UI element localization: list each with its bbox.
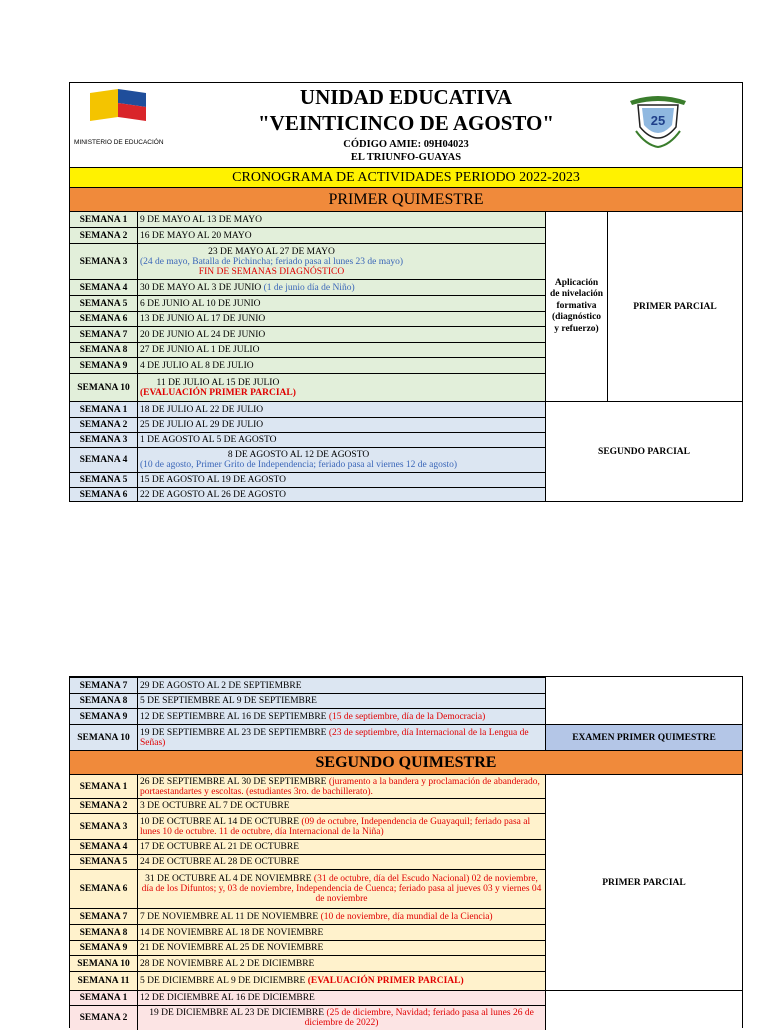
schedule-row <box>70 227 545 243</box>
schedule-title-text: CRONOGRAMA DE ACTIVIDADES PERIODO 2022-2023 <box>232 169 580 185</box>
date-range-text <box>140 777 543 797</box>
date-range-cell <box>138 840 301 854</box>
q2-title-text: SEGUNDO QUIMESTRE <box>315 753 497 771</box>
date-range: 1 DE AGOSTO AL 5 DE AGOSTO <box>140 435 277 445</box>
date-range: 25 DE JULIO AL 29 DE JULIO <box>140 420 264 430</box>
week-label: SEMANA 8 <box>70 343 138 357</box>
q2-primer-parcial-cell <box>545 774 742 990</box>
q2-p2-rows <box>70 990 545 1030</box>
week-label: SEMANA 8 <box>70 925 138 940</box>
schedule-row <box>70 417 545 432</box>
date-range: 19 DE SEPTIEMBRE AL 23 DE SEPTIEMBRE <box>140 727 329 738</box>
date-range-cell <box>138 972 466 990</box>
schedule-row <box>70 971 545 990</box>
date-note: (EVALUACIÓN PRIMER PARCIAL) <box>140 387 296 398</box>
date-range-cell <box>138 775 545 798</box>
schedule-sheet-1 <box>69 82 743 502</box>
week-label: SEMANA 5 <box>70 473 138 487</box>
week-label: SEMANA 3 <box>70 433 138 447</box>
week-label: SEMANA 10 <box>70 956 138 971</box>
date-range-text <box>140 874 543 904</box>
schedule-row <box>70 813 545 839</box>
schedule-row <box>70 955 545 971</box>
date-range-cell <box>138 694 319 708</box>
date-range: 20 DE JUNIO AL 24 DE JUNIO <box>140 329 266 340</box>
date-range-cell <box>138 402 265 417</box>
date-range-cell <box>138 1006 545 1030</box>
week-label: SEMANA 4 <box>70 840 138 854</box>
date-range: 5 DE SEPTIEMBRE AL 9 DE SEPTIEMBRE <box>140 696 317 706</box>
date-note: (10 de agosto, Primer Grito de Independencia; feriado pasa al viernes 12 de agosto) <box>140 460 458 470</box>
week-label: SEMANA 10 <box>70 725 138 750</box>
date-range: 28 DE NOVIEMBRE AL 2 DE DICIEMBRE <box>140 958 315 969</box>
date-range-cell <box>138 855 301 869</box>
date-range-cell <box>138 244 405 279</box>
week-label: SEMANA 1 <box>70 212 138 227</box>
q1-segundo-parcial-label: SEGUNDO PARCIAL <box>598 446 690 457</box>
nivelacion-text: Aplicación de nivelación formativa (diagnóstico y refuerzo) <box>549 277 604 334</box>
date-range: 6 DE JUNIO AL 10 DE JUNIO <box>140 298 261 309</box>
week-label: SEMANA 3 <box>70 814 138 839</box>
week-label: SEMANA 9 <box>70 358 138 373</box>
amie-code: CÓDIGO AMIE: 09H04023 <box>343 139 469 150</box>
date-note: (24 de mayo, Batalla de Pichincha; feriado pasa al lunes 23 de mayo) <box>140 256 404 267</box>
schedule-row <box>70 990 545 1005</box>
date-range-cell <box>138 799 292 813</box>
date-range: 17 DE OCTUBRE AL 21 DE OCTUBRE <box>140 842 300 852</box>
schedule-title <box>70 167 742 187</box>
date-range: 3 DE OCTUBRE AL 7 DE OCTUBRE <box>140 801 290 811</box>
schedule-row <box>70 940 545 955</box>
q1-title-text: PRIMER QUIMESTRE <box>328 190 484 208</box>
svg-text:25: 25 <box>650 113 666 128</box>
week-label: SEMANA 5 <box>70 855 138 869</box>
date-range: 13 DE JUNIO AL 17 DE JUNIO <box>140 314 266 324</box>
date-range-cell <box>138 448 459 472</box>
date-note: (EVALUACIÓN PRIMER PARCIAL) <box>307 976 464 986</box>
date-range: 14 DE NOVIEMBRE AL 18 DE NOVIEMBRE <box>140 927 324 938</box>
schedule-row <box>70 295 545 311</box>
schedule-row <box>70 839 545 854</box>
week-label: SEMANA 2 <box>70 799 138 813</box>
exam-label: EXAMEN PRIMER QUIMESTRE <box>572 732 716 743</box>
q2-p1-rows <box>70 774 545 990</box>
week-label: SEMANA 8 <box>70 694 138 708</box>
q2-title-band <box>70 750 742 774</box>
date-range-cell <box>138 814 545 839</box>
date-range-cell <box>138 358 256 373</box>
ministry-label: MINISTERIO DE EDUCACIÓN <box>74 139 164 146</box>
week-label: SEMANA 3 <box>70 244 138 279</box>
q1-p2-rows <box>70 401 545 501</box>
date-note: (09 de octubre, Independencia de Guayaquil; feriado pasa al lunes 10 de octubre. 11 de octubre, día Internacional de la Niña) <box>140 816 531 837</box>
schedule-row <box>70 908 545 924</box>
date-range-cell <box>138 956 316 971</box>
schedule-row <box>70 447 545 472</box>
schedule-row <box>70 342 545 357</box>
date-range: 9 DE MAYO AL 13 DE MAYO <box>140 214 262 225</box>
date-range-cell <box>138 678 304 693</box>
date-range-cell <box>138 228 254 243</box>
date-range-cell <box>138 709 487 724</box>
q2-segundo-parcial-cell <box>545 990 742 1030</box>
date-range-text <box>140 817 543 837</box>
schedule-row <box>70 487 545 501</box>
schedule-row <box>70 724 545 750</box>
date-range-cell <box>138 327 267 342</box>
schedule-row <box>70 1005 545 1030</box>
date-range: 26 DE SEPTIEMBRE AL 30 DE SEPTIEMBRE <box>140 776 329 787</box>
schedule-row <box>70 357 545 373</box>
week-label: SEMANA 9 <box>70 709 138 724</box>
date-range: 21 DE NOVIEMBRE AL 25 DE NOVIEMBRE <box>140 943 324 953</box>
week-label: SEMANA 6 <box>70 870 138 908</box>
date-range-cell <box>138 374 298 401</box>
week-label: SEMANA 10 <box>70 374 138 401</box>
date-note: (25 de diciembre, Navidad; feriado pasa al lunes 26 de diciembre de 2022) <box>304 1008 534 1028</box>
q1-primer-parcial-label: PRIMER PARCIAL <box>633 301 717 312</box>
school-crest-icon <box>626 91 690 151</box>
date-range-cell <box>138 433 279 447</box>
q2-primer-parcial-label: PRIMER PARCIAL <box>602 877 686 888</box>
date-note: (juramento a la bandera y proclamación de abanderado, portaestandartes y escoltas. (estudiantes 3ro. de bachillerato). <box>140 776 540 797</box>
schedule-row <box>70 432 545 447</box>
week-label: SEMANA 2 <box>70 418 138 432</box>
week-label: SEMANA 6 <box>70 488 138 501</box>
date-range-cell <box>138 280 357 295</box>
schedule-row <box>70 677 545 693</box>
schedule-row <box>70 211 545 227</box>
date-range-cell <box>138 991 317 1005</box>
date-range-text <box>140 912 493 922</box>
schedule-row <box>70 693 545 708</box>
date-range-text <box>140 1008 543 1028</box>
schedule-row <box>70 279 545 295</box>
week-label: SEMANA 1 <box>70 775 138 798</box>
date-range: 12 DE DICIEMBRE AL 16 DE DICIEMBRE <box>140 993 315 1003</box>
date-range-text <box>140 712 485 722</box>
date-range: 8 DE AGOSTO AL 12 DE AGOSTO <box>227 450 370 460</box>
date-range-cell <box>138 312 267 326</box>
date-range-cell <box>138 925 325 940</box>
date-range-cell <box>138 473 288 487</box>
date-range-cell <box>138 870 545 908</box>
date-range: 22 DE AGOSTO AL 26 DE AGOSTO <box>140 489 287 500</box>
schedule-row <box>70 869 545 908</box>
week-label: SEMANA 2 <box>70 228 138 243</box>
date-range-cell <box>138 488 288 501</box>
q1-title-band <box>70 187 742 211</box>
schedule-row <box>70 854 545 869</box>
date-note: (10 de noviembre, día mundial de la Ciencia) <box>320 911 493 922</box>
q1-p2-cont-rows <box>70 677 545 750</box>
date-note: FIN DE SEMANAS DIAGNÓSTICO <box>198 266 345 277</box>
date-range: 5 DE DICIEMBRE AL 9 DE DICIEMBRE <box>140 976 308 986</box>
school-name-line1: UNIDAD EDUCATIVA <box>299 85 513 109</box>
week-label: SEMANA 1 <box>70 991 138 1005</box>
date-range-cell <box>138 418 265 432</box>
date-range-cell <box>138 941 325 955</box>
schedule-row <box>70 373 545 401</box>
date-range-cell <box>138 725 545 750</box>
q1-primer-parcial-cell <box>607 211 742 401</box>
schedule-row <box>70 311 545 326</box>
date-range: 4 DE JULIO AL 8 DE JULIO <box>140 360 254 371</box>
schedule-row <box>70 472 545 487</box>
date-note: (31 de octubre, día del Escudo Nacional) 02 de noviembre, día de los Difuntos; y, 03 de noviembre, Independencia de Cuenca; feriado pasa al jueves 03 y viernes 04 de noviembre <box>141 874 542 904</box>
header-block <box>70 83 742 167</box>
date-range: 16 DE MAYO AL 20 MAYO <box>140 230 252 241</box>
date-range: 10 DE OCTUBRE AL 14 DE OCTUBRE <box>140 816 302 827</box>
week-label: SEMANA 6 <box>70 312 138 326</box>
week-label: SEMANA 1 <box>70 402 138 417</box>
date-range: 30 DE MAYO AL 3 DE JUNIO <box>140 282 264 293</box>
date-range-cell <box>138 909 495 924</box>
date-range: 29 DE AGOSTO AL 2 DE SEPTIEMBRE <box>140 680 302 691</box>
date-range-cell <box>138 212 264 227</box>
schedule-row <box>70 243 545 279</box>
date-range: 23 DE MAYO AL 27 DE MAYO <box>208 246 335 257</box>
date-range: 24 DE OCTUBRE AL 28 DE OCTUBRE <box>140 857 300 867</box>
date-note: (15 de septiembre, día de la Democracia) <box>328 711 486 722</box>
date-note: (1 de junio día de Niño) <box>263 282 355 293</box>
week-label: SEMANA 4 <box>70 280 138 295</box>
date-range: 12 DE SEPTIEMBRE AL 16 DE SEPTIEMBRE <box>140 711 329 722</box>
date-range: 18 DE JULIO AL 22 DE JULIO <box>140 404 264 415</box>
date-range: 15 DE AGOSTO AL 19 DE AGOSTO <box>140 475 287 485</box>
date-range-text <box>140 283 355 293</box>
date-range: 19 DE DICIEMBRE AL 23 DE DICIEMBRE <box>149 1008 327 1018</box>
schedule-row <box>70 798 545 813</box>
week-label: SEMANA 11 <box>70 972 138 990</box>
week-label: SEMANA 5 <box>70 296 138 311</box>
nivelacion-cell <box>545 211 607 401</box>
date-range-text <box>140 976 464 986</box>
date-note: (23 de septiembre, día Internacional de la Lengua de Señas) <box>140 727 529 748</box>
week-label: SEMANA 7 <box>70 909 138 924</box>
date-range: 7 DE NOVIEMBRE AL 11 DE NOVIEMBRE <box>140 911 321 922</box>
schedule-row <box>70 924 545 940</box>
date-range-text <box>140 728 543 748</box>
schedule-row <box>70 401 545 417</box>
q1-p1-rows <box>70 211 545 401</box>
schedule-row <box>70 774 545 798</box>
schedule-sheet-2 <box>69 676 743 1028</box>
date-range: 31 DE OCTUBRE AL 4 DE NOVIEMBRE <box>145 874 314 884</box>
school-location: EL TRIUNFO-GUAYAS <box>350 152 462 163</box>
exam-cell <box>545 724 742 750</box>
q1-segundo-parcial-cell <box>545 401 742 501</box>
date-range-cell <box>138 343 261 357</box>
school-crest <box>626 91 690 151</box>
week-label: SEMANA 2 <box>70 1006 138 1030</box>
week-label: SEMANA 9 <box>70 941 138 955</box>
school-name-line2: "VEINTICINCO DE AGOSTO" <box>258 111 554 135</box>
schedule-row <box>70 326 545 342</box>
date-range-cell <box>138 296 263 311</box>
date-range: 27 DE JUNIO AL 1 DE JULIO <box>140 345 260 355</box>
schedule-row <box>70 708 545 724</box>
date-range: 11 DE JULIO AL 15 DE JULIO <box>156 377 280 388</box>
week-label: SEMANA 7 <box>70 678 138 693</box>
week-label: SEMANA 4 <box>70 448 138 472</box>
week-label: SEMANA 7 <box>70 327 138 342</box>
q1-segundo-parcial-cont-cell <box>545 677 742 724</box>
